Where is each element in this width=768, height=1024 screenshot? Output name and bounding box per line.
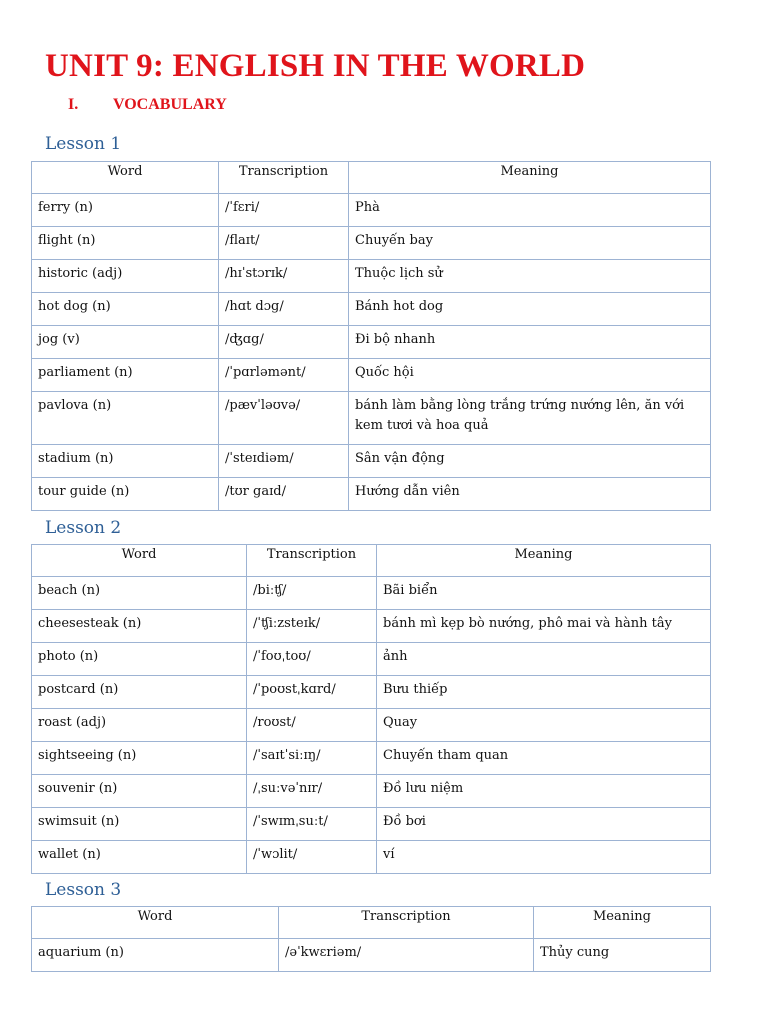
word-cell: ferry (n) [32, 194, 219, 227]
table-row [32, 775, 711, 808]
table-row [32, 445, 711, 478]
lesson-1-table [31, 161, 711, 511]
word-cell: beach (n) [32, 577, 247, 610]
meaning-cell: Thuộc lịch sử [349, 260, 711, 293]
meaning-cell: bánh mì kẹp bò nướng, phô mai và hành tây [377, 610, 711, 643]
meaning-cell: Phà [349, 194, 711, 227]
word-cell: aquarium (n) [32, 939, 279, 972]
meaning-cell: Chuyến bay [349, 227, 711, 260]
transcription-cell: /ˈʧiːzsteɪk/ [247, 610, 377, 643]
transcription-column-header: Transcription [247, 545, 377, 577]
section-heading [68, 96, 227, 114]
table-row [32, 939, 711, 972]
word-column-header: Word [32, 545, 247, 577]
meaning-cell: bánh làm bằng lòng trắng trứng nướng lên, ăn với kem tươi và hoa quả [349, 392, 711, 445]
meaning-cell: Đồ bơi [377, 808, 711, 841]
word-column-header: Word [32, 907, 279, 939]
section-label: VOCABULARY [113, 96, 227, 113]
table-row [32, 643, 711, 676]
word-cell: cheesesteak (n) [32, 610, 247, 643]
meaning-cell: Bãi biển [377, 577, 711, 610]
table-header-row [32, 907, 711, 939]
transcription-cell: /hɪˈstɔrɪk/ [219, 260, 349, 293]
table-row [32, 194, 711, 227]
meaning-cell: Sân vận động [349, 445, 711, 478]
transcription-cell: /biːʧ/ [247, 577, 377, 610]
table-row [32, 610, 711, 643]
table-row [32, 392, 711, 445]
meaning-cell: Chuyến tham quan [377, 742, 711, 775]
meaning-cell: Thủy cung [534, 939, 711, 972]
table-row [32, 293, 711, 326]
page-title: UNIT 9: ENGLISH IN THE WORLD [45, 48, 586, 84]
word-cell: roast (adj) [32, 709, 247, 742]
meaning-cell: Bưu thiếp [377, 676, 711, 709]
table-row [32, 676, 711, 709]
table-row [32, 260, 711, 293]
transcription-cell: /ʤɑg/ [219, 326, 349, 359]
meaning-column-header: Meaning [377, 545, 711, 577]
lesson-3-table [31, 906, 711, 972]
table-header-row [32, 545, 711, 577]
transcription-cell: /ˈsteɪdiəm/ [219, 445, 349, 478]
section-number: I. [68, 96, 79, 113]
word-cell: historic (adj) [32, 260, 219, 293]
transcription-cell: /flaɪt/ [219, 227, 349, 260]
meaning-cell: Quốc hội [349, 359, 711, 392]
table-row [32, 359, 711, 392]
table-header-row [32, 162, 711, 194]
lesson-3-heading: Lesson 3 [45, 880, 122, 900]
meaning-cell: ảnh [377, 643, 711, 676]
meaning-cell: ví [377, 841, 711, 874]
transcription-cell: /ˈswɪmˌsuːt/ [247, 808, 377, 841]
transcription-cell: /ˈfɛri/ [219, 194, 349, 227]
word-cell: pavlova (n) [32, 392, 219, 445]
transcription-cell: /ˈwɔlit/ [247, 841, 377, 874]
transcription-cell: /roʊst/ [247, 709, 377, 742]
word-cell: souvenir (n) [32, 775, 247, 808]
word-cell: stadium (n) [32, 445, 219, 478]
word-cell: sightseeing (n) [32, 742, 247, 775]
word-cell: flight (n) [32, 227, 219, 260]
meaning-column-header: Meaning [349, 162, 711, 194]
transcription-cell: /ˌsuːvəˈnɪr/ [247, 775, 377, 808]
word-cell: parliament (n) [32, 359, 219, 392]
word-cell: tour guide (n) [32, 478, 219, 511]
transcription-cell: /ˈfoʊˌtoʊ/ [247, 643, 377, 676]
table-row [32, 577, 711, 610]
meaning-column-header: Meaning [534, 907, 711, 939]
transcription-column-header: Transcription [219, 162, 349, 194]
meaning-cell: Đi bộ nhanh [349, 326, 711, 359]
word-cell: postcard (n) [32, 676, 247, 709]
word-cell: wallet (n) [32, 841, 247, 874]
lesson-1-heading: Lesson 1 [45, 134, 122, 154]
table-row [32, 478, 711, 511]
word-cell: hot dog (n) [32, 293, 219, 326]
table-row [32, 808, 711, 841]
meaning-cell: Bánh hot dog [349, 293, 711, 326]
table-row [32, 326, 711, 359]
table-row [32, 841, 711, 874]
transcription-cell: /ˈpɑrləmənt/ [219, 359, 349, 392]
transcription-cell: /tʊr gaɪd/ [219, 478, 349, 511]
transcription-cell: /ˈpoʊstˌkɑrd/ [247, 676, 377, 709]
transcription-column-header: Transcription [279, 907, 534, 939]
word-cell: photo (n) [32, 643, 247, 676]
transcription-cell: /əˈkwɛriəm/ [279, 939, 534, 972]
table-row [32, 227, 711, 260]
meaning-cell: Đồ lưu niệm [377, 775, 711, 808]
word-cell: jog (v) [32, 326, 219, 359]
table-row [32, 742, 711, 775]
meaning-cell: Hướng dẫn viên [349, 478, 711, 511]
word-cell: swimsuit (n) [32, 808, 247, 841]
transcription-cell: /ˈsaɪtˈsiːɪŋ/ [247, 742, 377, 775]
transcription-cell: /pævˈləʊvə/ [219, 392, 349, 445]
lesson-2-table [31, 544, 711, 874]
meaning-cell: Quay [377, 709, 711, 742]
lesson-2-heading: Lesson 2 [45, 518, 122, 538]
table-row [32, 709, 711, 742]
transcription-cell: /hɑt dɔg/ [219, 293, 349, 326]
word-column-header: Word [32, 162, 219, 194]
